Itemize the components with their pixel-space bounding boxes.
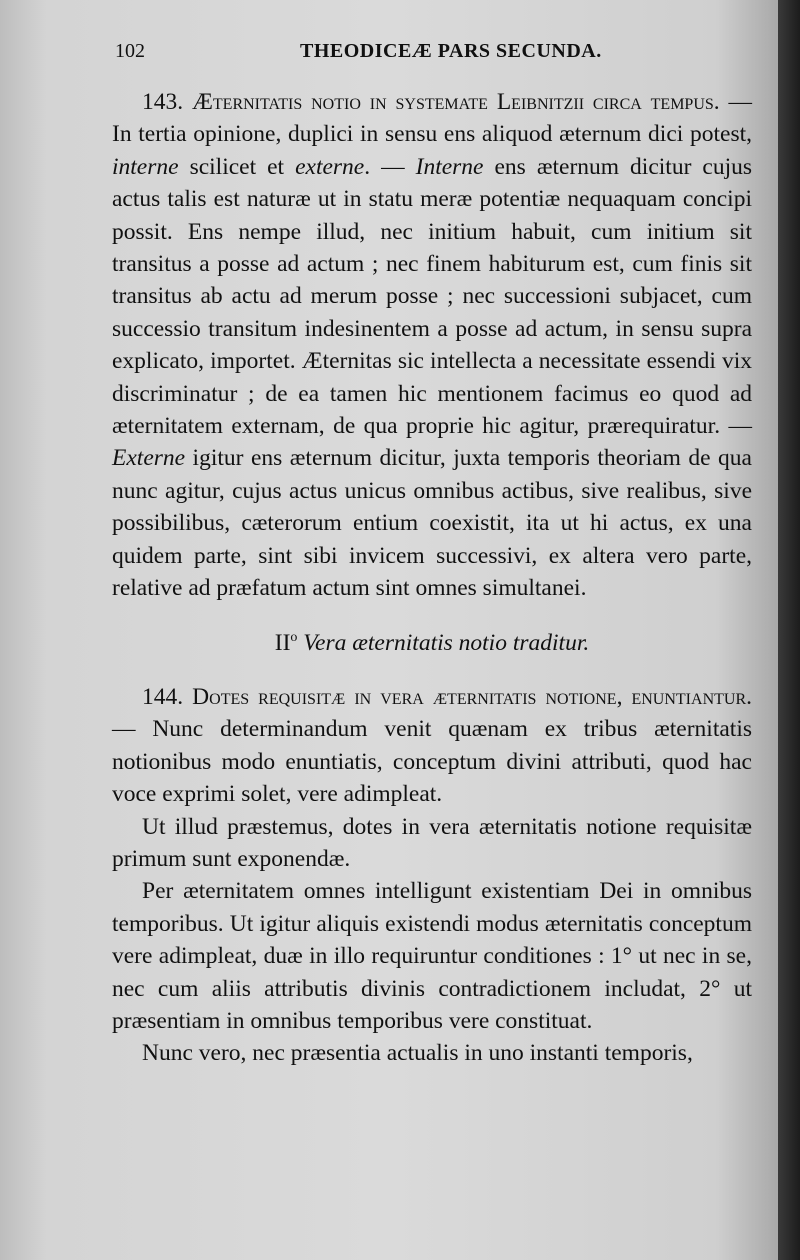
paragraph: Per æternitatem omnes intelligunt existentiam Dei in omnibus temporibus. Ut igitur aliquis existendi modus æternitatis conceptum vere adimpleat, duæ in illo requiruntur conditiones : 1° ut nec in se, nec cum aliis attributis divinis contradictionem includat, 2° ut præsentiam in omnibus temporibus vere constituat.	[112, 878, 752, 1034]
emphasis-externe: externe	[295, 153, 365, 180]
section-heading	[112, 627, 752, 659]
section-title: Vera æternitatis notio traditur.	[297, 629, 590, 656]
page-edge-shadow	[778, 0, 800, 1260]
section-numeral: II	[274, 629, 291, 656]
text-body	[112, 86, 752, 1070]
paragraph-text: — Nunc determinandum venit quænam ex tribus æternitatis notionibus modo enuntiatis, conceptum divini attributi, quod hac voce exprimi solet, vere adimpleat.	[112, 716, 752, 808]
paragraph: Nunc vero, nec præsentia actualis in uno instanti temporis,	[142, 1040, 693, 1067]
paragraph: Ut illud præstemus, dotes in vera æternitatis notione requisitæ primum sunt exponendæ.	[112, 813, 752, 872]
paragraph-text: scilicet et	[178, 153, 296, 180]
paragraph-number: 143.	[142, 89, 184, 115]
page-number: 102	[115, 40, 145, 62]
paragraph-text: . —	[364, 153, 416, 180]
paragraph-heading: Dotes requisitæ in vera æternitatis notione, enuntiantur.	[192, 683, 752, 710]
section-numeral-sup: o	[290, 629, 298, 645]
paragraph-143	[112, 86, 752, 605]
paragraph-text: igitur ens æternum dicitur, juxta temporis theoriam de qua nunc agitur, cujus actus unicus omnibus actibus, sive realibus, sive possibilibus, cæterorum entium coexistit, ita ut hi actus, ex una quidem parte, sint sibi invicem successivi, ex altera vero parte, relative ad præfatum actum sint omnes simultanei.	[112, 445, 752, 602]
page-header	[115, 40, 755, 70]
paragraph-number: 144.	[142, 683, 184, 710]
paragraph-text: ens æternum dicitur cujus actus talis est naturæ ut in statu meræ potentiæ nequaquam concipi possit. Ens nempe illud, nec initium habuit, cum initium sit transitus a posse ad actum ; nec finem habiturum est, cum finis sit transitus ab actu ad merum posse ; nec successioni subjacet, cum successio transitum indesinentem a posse ad actum, in sensu supra explicato, importet. Æternitas sic intellecta a necessitate essendi vix discriminatur ; de ea tamen hic mentionem facimus eo quod ad æternitatem externam, de qua proprie hic agitur, prærequiratur. —	[112, 153, 753, 440]
emphasis-interne: Interne	[415, 153, 484, 180]
emphasis-externe: Externe	[112, 445, 186, 472]
paragraph-heading: Æternitatis notio in systemate Leibnitzii circa tempus.	[192, 89, 720, 115]
running-title: THEODICEÆ PARS SECUNDA.	[300, 40, 602, 62]
paragraph-text: — In tertia opinione, duplici in sensu ens aliquod æternum dici potest,	[112, 89, 753, 148]
paragraph-144	[112, 681, 752, 811]
emphasis-interne: interne	[112, 153, 179, 180]
